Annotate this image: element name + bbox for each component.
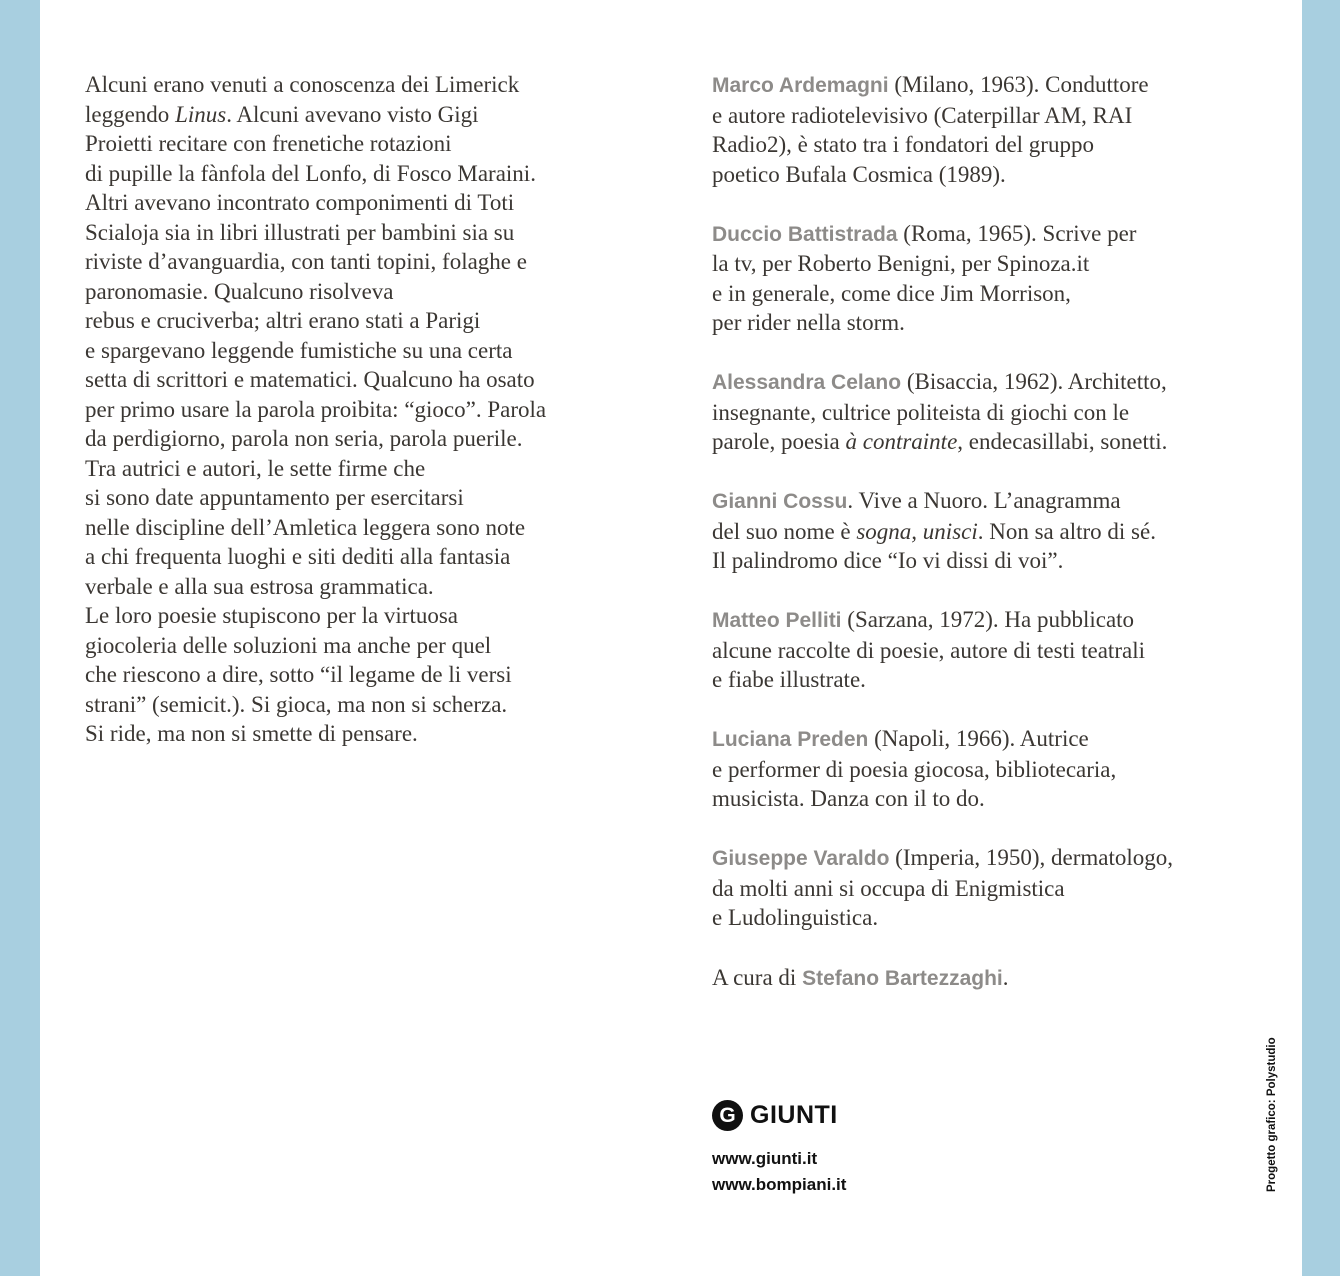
bompiani-url: www.bompiani.it [712,1175,847,1194]
text-segment: nelle discipline dell’Amletica leggera sono note [85,514,526,540]
author-name: Alessandra Celano [712,371,902,394]
text-segment: si sono date appuntamento per esercitarsi [85,485,464,510]
text-segment: (Imperia, 1950), dermatologo, [889,845,1173,870]
author-bio [712,219,1287,338]
text-segment: che riescono a dire, sotto “il legame de li versi [85,662,512,687]
bio-line [712,308,1287,338]
text-segment: rebus e cruciverba; altri erano stati a Parigi [85,308,481,333]
author-bio [712,843,1287,933]
author-name: Gianni Cossu [712,490,848,513]
paragraph-line [85,277,670,307]
paragraph-line [85,129,670,159]
bio-line [712,755,1287,785]
author-bio [712,70,1287,189]
text-segment: , endecasillabi, sonetti. [957,429,1168,454]
author-bio [712,724,1287,814]
text-segment: setta di scrittori e matematici. Qualcuno ha osato [85,367,535,392]
text-segment: Si ride, ma non si smette di pensare. [85,721,418,746]
bio-line [712,903,1287,933]
text-segment: Il palindromo dice “Io vi dissi di voi”. [712,548,1064,573]
text-segment: (Sarzana, 1972). Ha pubblicato [841,607,1135,632]
paragraph-line [85,336,670,366]
text-segment: e in generale, come dice Jim Morrison, [712,280,1071,306]
giunti-logo-text: GIUNTI [750,1101,838,1129]
paragraph-line [85,424,670,454]
text-segment: (Napoli, 1966). Autrice [868,726,1089,751]
text-segment: (Milano, 1963). Conduttore [888,72,1149,97]
text-segment: e Ludolinguistica. [712,905,879,930]
text-segment: Radio2), è stato tra i fondatori del gruppo [712,132,1094,157]
text-segment: Tra autrici e autori, le sette firme che [85,455,426,481]
bio-line [712,219,1287,250]
bio-line [712,486,1287,517]
bio-line [712,427,1287,457]
authors-list [712,70,1287,933]
text-segment: leggendo [85,101,176,127]
text-segment: a chi frequenta luoghi e siti dediti alla fantasia [85,544,511,569]
bio-line [712,784,1287,814]
paragraph-line [85,719,670,749]
text-segment: e fiabe illustrate. [712,667,866,692]
text-segment: e spargevano leggende fumistiche su una certa [85,337,513,363]
text-segment: (Bisaccia, 1962). Architetto, [901,369,1167,394]
text-segment: e performer di poesia giocosa, bibliotecaria, [712,756,1117,782]
bio-line [712,665,1287,695]
intro-paragraph [85,70,670,749]
right-accent-stripe [1302,0,1340,1276]
text-segment: Alcuni erano venuti a conoscenza dei Limerick [85,72,520,97]
paragraph-line [85,660,670,690]
author-name: Matteo Pelliti [712,609,842,632]
paragraph-line [85,159,670,189]
text-segment: sogna, unisci [856,518,978,544]
text-segment: Le loro poesie stupiscono per la virtuosa [85,603,459,628]
paragraph-line [85,454,670,484]
author-bio [712,367,1287,457]
paragraph-line [85,247,670,277]
paragraph-line [85,100,670,130]
paragraph-line [85,483,670,513]
paragraph-line [85,572,670,602]
bio-line [712,843,1287,874]
text-segment: giocoleria delle soluzioni ma anche per quel [85,632,492,658]
bio-line [712,130,1287,160]
text-segment: poetico Bufala Cosmica (1989). [712,161,1006,187]
bio-line [712,160,1287,190]
paragraph-line [85,601,670,631]
text-segment: per rider nella storm. [712,310,905,335]
paragraph-line [85,218,670,248]
text-segment: di pupille la fànfola del Lonfo, di Fosco Maraini. [85,160,536,186]
bio-line [712,279,1287,309]
text-segment: parole, poesia [712,429,846,454]
bio-line [712,367,1287,398]
text-segment: . Non sa altro di sé. [977,518,1156,544]
text-segment: strani” (semicit.). Si gioca, ma non si scherza. [85,691,508,717]
text-segment: da molti anni si occupa di Enigmistica [712,875,1065,901]
author-name: Marco Ardemagni [712,74,889,97]
text-segment: insegnante, cultrice politeista di giochi con le [712,399,1130,425]
text-segment: à contrainte [845,429,958,454]
text-segment: . Vive a Nuoro. L’anagramma [847,488,1121,513]
text-segment: Proietti recitare con frenetiche rotazioni [85,131,452,156]
paragraph-line [85,513,670,543]
authors-column [712,70,1287,993]
giunti-logo-letter: G [719,1104,736,1127]
bio-line [712,874,1287,904]
giunti-url: www.giunti.it [712,1149,818,1168]
paragraph-line [85,395,670,425]
text-segment: riviste d’avanguardia, con tanti topini, folaghe e [85,249,527,274]
bio-line [712,636,1287,666]
bio-line [712,398,1287,428]
bio-line [712,605,1287,636]
giunti-logo-icon [712,1100,743,1131]
text-segment: Linus [175,101,227,127]
paragraph-line [85,188,670,218]
paragraph-line [85,365,670,395]
text-segment: . Alcuni avevano visto Gigi [226,101,479,127]
text-segment: del suo nome è [712,518,857,544]
text-segment: per primo usare la parola proibita: “gioco”. Parola [85,396,547,422]
text-segment: verbale e alla sua estrosa grammatica. [85,573,434,599]
curator-text [712,963,1287,994]
bio-line [712,101,1287,131]
author-name: Luciana Preden [712,728,869,751]
text-segment: Scialoja sia in libri illustrati per bambini sia su [85,219,515,245]
text-segment: (Roma, 1965). Scrive per [897,220,1137,246]
bio-line [712,724,1287,755]
giunti-logo [712,1100,838,1131]
text-segment: A cura di [712,964,803,990]
curator-line [712,963,1287,994]
publisher-urls [712,1146,846,1198]
text-segment: . [1002,964,1009,990]
bio-line [712,70,1287,101]
author-bio [712,605,1287,695]
text-segment: Altri avevano incontrato componimenti di Toti [85,190,515,215]
bio-line [712,546,1287,576]
bio-line [712,517,1287,547]
text-segment: da perdigiorno, parola non seria, parola puerile. [85,426,523,451]
paragraph-line [85,70,670,100]
text-segment: la tv, per Roberto Benigni, per Spinoza.it [712,251,1090,276]
author-name: Duccio Battistrada [712,222,898,246]
paragraph-line [85,631,670,661]
text-segment: musicista. Danza con il to do. [712,786,985,811]
author-name: Stefano Bartezzaghi [802,966,1003,990]
author-bio [712,486,1287,576]
text-segment: paronomasie. Qualcuno risolveva [85,278,394,304]
author-name: Giuseppe Varaldo [712,847,890,870]
paragraph-line [85,542,670,572]
paragraph-line [85,306,670,336]
left-accent-stripe [0,0,40,1276]
text-segment: e autore radiotelevisivo (Caterpillar AM, RAI [712,102,1133,128]
paragraph-line [85,690,670,720]
bio-line [712,249,1287,279]
text-segment: alcune raccolte di poesie, autore di testi teatrali [712,637,1145,663]
design-credit-vertical: Progetto grafico: Polystudio [1266,1037,1278,1192]
